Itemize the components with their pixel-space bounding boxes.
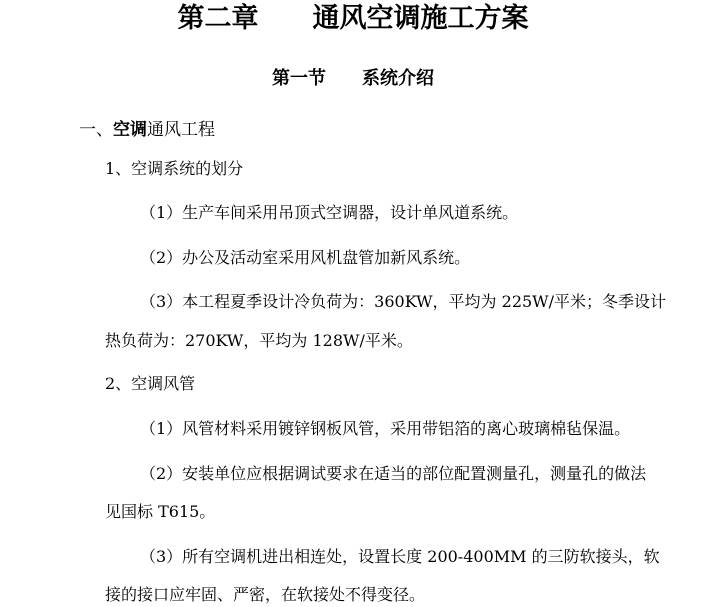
heading-level1-rest: 通风工程: [147, 120, 215, 140]
section-title: [0, 66, 706, 92]
heading-level1-bold: 空调: [113, 120, 147, 140]
paragraph-item-2-2-line2: 见国标 T615。: [105, 502, 216, 521]
section-number: 第一节: [272, 68, 326, 89]
paragraph-item-2-3-line2: 接的接口应牢固、严密，在软接处不得变径。: [105, 585, 426, 604]
paragraph-item-1-1: （1）生产车间采用吊顶式空调器，设计单风道系统。: [140, 203, 519, 222]
subsection-heading-1: 1、空调系统的划分: [105, 159, 244, 178]
paragraph-item-1-2: （2）办公及活动室采用风机盘管加新风系统。: [140, 248, 471, 267]
subsection-heading-2: 2、空调风管: [105, 374, 196, 393]
paragraph-item-1-3-line1: （3）本工程夏季设计冷负荷为：360KW，平均为 225W/平米；冬季设计: [140, 292, 667, 311]
paragraph-item-2-3-line1: （3）所有空调机进出相连处，设置长度 200-400MM 的三防软接头，软: [140, 547, 660, 566]
chapter-number: 第二章: [177, 3, 259, 34]
heading-level1-number: 一、: [79, 120, 113, 140]
section-name: 系统介绍: [362, 68, 434, 89]
paragraph-item-2-1: （1）风管材料采用镀锌钢板风管，采用带铝箔的离心玻璃棉毡保温。: [140, 419, 631, 438]
paragraph-item-1-3-line2: 热负荷为：270KW，平均为 128W/平米。: [105, 331, 413, 350]
chapter-name: 通风空调施工方案: [312, 3, 529, 34]
paragraph-item-2-2-line1: （2）安装单位应根据调试要求在适当的部位配置测量孔，测量孔的做法: [140, 464, 647, 483]
heading-level1: [79, 119, 215, 141]
chapter-title: [0, 2, 706, 36]
